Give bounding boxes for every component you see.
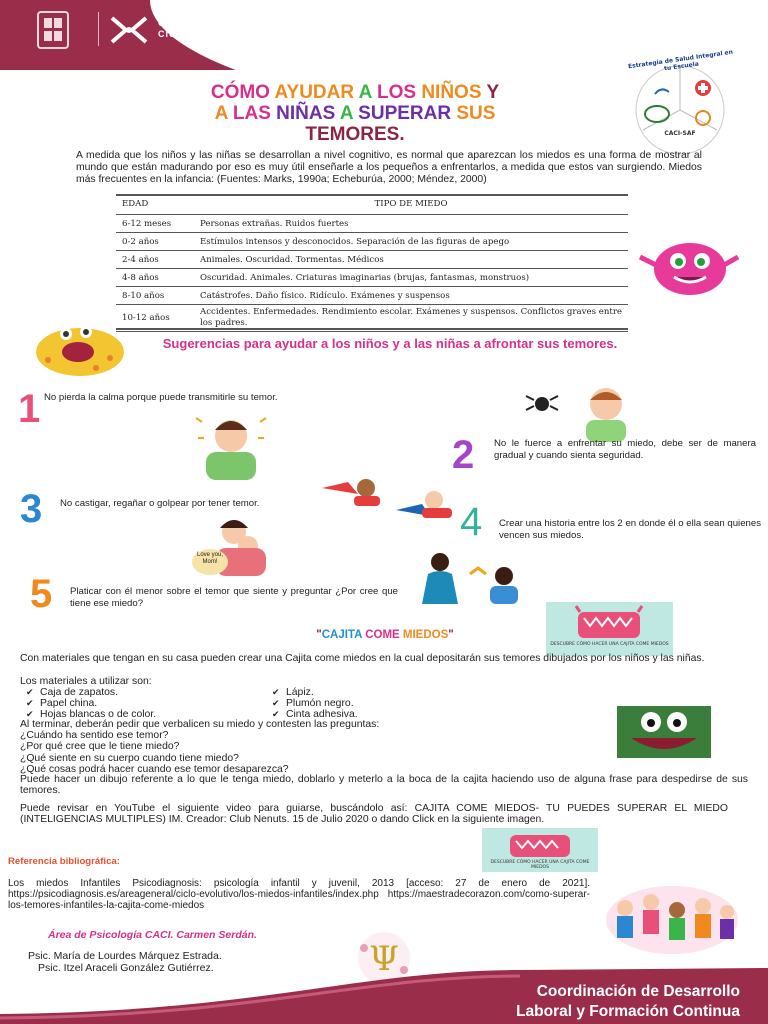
table-row bbox=[116, 251, 628, 269]
cajita-word: COME bbox=[365, 629, 400, 641]
table-cell: 10-12 años bbox=[116, 305, 194, 332]
reference-text: Los miedos Infantiles Psicodiagnosis: psicología infantil y juvenil, 2013 [acceso: 27 de enero de 2021]. https://psicodiagnosis.es/areageneral/ciclo-evolutivo/los-miedos-infantiles/index.php https://maestradecorazon.com/como-superar-los-temores-infantiles-la-cajita-come-miedos bbox=[8, 878, 590, 911]
drawing-instructions: Puede hacer un dibujo referente a lo que le tenga miedo, doblarlo y meterlo a la boca de la cajita haciendo uso de alguna frase para despedirse de sus temores. bbox=[20, 774, 748, 797]
table-cell: 8-10 años bbox=[116, 287, 194, 305]
title-word: NIÑAS bbox=[276, 103, 336, 124]
title-word: SUPERAR bbox=[358, 103, 452, 124]
tip-text-5: Platicar con él menor sobre el temor que siente y preguntar ¿Por cree que tiene ese miedo? bbox=[70, 586, 398, 609]
footer-line1: Coordinación de Desarrollo bbox=[536, 983, 740, 1000]
table-cell: 4-8 años bbox=[116, 269, 194, 287]
title-word: A bbox=[214, 103, 228, 124]
cdmx-emblem-icon bbox=[36, 10, 70, 50]
thumb-caption: DESCUBRE CÓMO HACER UNA CAJITA COME MIEDOS bbox=[550, 642, 669, 647]
pink-monster-icon bbox=[634, 235, 742, 301]
materials-list-left bbox=[26, 687, 236, 721]
title-word: NIÑOS bbox=[421, 82, 482, 103]
video-thumbnail-1[interactable] bbox=[546, 602, 673, 656]
table-header-row bbox=[116, 194, 628, 215]
suggestions-title: Sugerencias para ayudar a los niños y a las niñas a afrontar sus temores. bbox=[162, 336, 618, 351]
area-credit: Área de Psicología CACI. Carmen Serdán. bbox=[48, 929, 257, 941]
tip-text-2: No le fuerce a enfrentar su miedo, debe ser de manera gradual y cuando sienta seguridad. bbox=[494, 438, 756, 461]
title-word: A bbox=[358, 82, 372, 103]
boy-spider-icon bbox=[520, 382, 644, 442]
table-cell: Estímulos intensos y desconocidos. Separación de las figuras de apego bbox=[194, 233, 628, 251]
table-header-edad: EDAD bbox=[116, 194, 194, 215]
footer-title bbox=[516, 982, 740, 1022]
psychologist-1: Psic. María de Lourdes Márquez Estrada. bbox=[28, 950, 222, 962]
tip-text-3: No castigar, regañar o golpear por tener temor. bbox=[60, 498, 260, 509]
list-item: ✔ Plumón negro. bbox=[272, 698, 412, 709]
table-row bbox=[116, 269, 628, 287]
kids-group-icon bbox=[603, 880, 741, 956]
love-you-bubble: Love you, Mom! bbox=[192, 549, 228, 575]
instruction-line: Al terminar, deberán pedir que verbalicen su miedo y contesten las preguntas: bbox=[20, 719, 380, 730]
cajita-heading bbox=[250, 629, 520, 641]
superhero-kids-icon bbox=[316, 470, 462, 526]
table-row bbox=[116, 287, 628, 305]
list-item: ✔ Lápiz. bbox=[272, 687, 412, 698]
title-word: TEMORES. bbox=[305, 124, 405, 145]
table-cell: Accidentes. Enfermedades. Rendimiento escolar. Exámenes y suspensos. Conflictos graves entre los padres. bbox=[194, 305, 628, 332]
title-word: Y bbox=[486, 82, 500, 103]
list-item: ✔ Papel china. bbox=[26, 698, 236, 709]
footer-line2: Laboral y Formación Continua bbox=[516, 1003, 740, 1020]
table-row bbox=[116, 233, 628, 251]
gov-line1: GOBIERNO DE LA bbox=[158, 18, 251, 28]
table-cell: 2-4 años bbox=[116, 251, 194, 269]
video-thumbnail-2[interactable] bbox=[482, 828, 598, 872]
tip-number-2: 2 bbox=[452, 433, 475, 477]
quote-open: " bbox=[316, 629, 322, 641]
question-line: ¿Qué siente en su cuerpo cuando tiene miedo? bbox=[20, 752, 239, 764]
question-line: ¿Cuándo ha sentido ese temor? bbox=[20, 730, 169, 742]
reference-title: Referencia bibliográfica: bbox=[8, 856, 120, 867]
box-monster-icon bbox=[574, 604, 644, 640]
table-row bbox=[116, 305, 628, 332]
materials-list-right bbox=[272, 687, 412, 721]
table-cell: Personas extrañas. Ruidos fuertes bbox=[194, 215, 628, 233]
tip-text-1: No pierda la calma porque puede transmitirle su temor. bbox=[44, 392, 278, 403]
instructions bbox=[20, 719, 620, 775]
gov-line2: CIUDAD DE MÉXICO bbox=[158, 29, 263, 39]
materials-label: Los materiales a utilizar son: bbox=[20, 676, 152, 687]
thumb-caption: DESCUBRE CÓMO HACER UNA CAJITA COME MIEDOS bbox=[490, 860, 590, 870]
scared-boy-icon bbox=[188, 408, 274, 480]
yellow-monster-icon bbox=[26, 320, 132, 380]
title-word: A bbox=[339, 103, 353, 124]
list-item: ✔ Hojas blancas o de color. bbox=[26, 709, 236, 720]
mother-child-talk-icon bbox=[410, 550, 524, 608]
tip-number-4: 4 bbox=[460, 500, 483, 544]
title-word: SUS bbox=[456, 103, 496, 124]
page-title bbox=[100, 82, 610, 145]
fears-table bbox=[116, 194, 628, 332]
cdmx-logo-icon bbox=[108, 12, 150, 48]
psychologist-2: Psic. Itzel Araceli González Gutiérrez. bbox=[38, 962, 214, 974]
cajita-photo-icon bbox=[617, 706, 711, 758]
title-word: LAS bbox=[232, 103, 271, 124]
table-row bbox=[116, 215, 628, 233]
tip-number-1: 1 bbox=[18, 387, 41, 431]
list-item: ✔ Caja de zapatos. bbox=[26, 687, 236, 698]
question-line: ¿Qué cosas podrá hacer cuando ese temor desaparezca? bbox=[20, 763, 289, 775]
caci-label: CACI-SAF bbox=[664, 130, 696, 137]
table-cell: 6-12 meses bbox=[116, 215, 194, 233]
table-cell: 0-2 años bbox=[116, 233, 194, 251]
title-word: AYUDAR bbox=[274, 82, 355, 103]
intro-paragraph: A medida que los niños y las niñas se desarrollan a nivel cognitivo, es normal que aparezcan los miedos es una forma de mostrar al mundo que están madurando por eso es muy útil enseñarle a los pequeños a enfrentarlos, a medida que estos van surgiendo. Miedos más frecuentes en la infancia: (Fuentes: Marks, 1990a; Echeburúa, 2000; Méndez, 2000) bbox=[76, 150, 702, 185]
box-monster-icon bbox=[506, 829, 574, 859]
cajita-word: CAJITA bbox=[321, 629, 362, 641]
youtube-instructions: Puede revisar en YouTube el siguiente video para guiarse, buscándolo así: CAJITA COME MIEDOS- TU PUEDES SUPERAR EL MIEDO (INTELIGENCIAS MULTIPLES) IM. Creador: Club Nenuts. 15 de Julio 2020 o dando Click en la siguiente imagen. bbox=[20, 803, 728, 826]
title-word: LOS bbox=[376, 82, 417, 103]
header-divider bbox=[98, 12, 99, 46]
table-cell: Animales. Oscuridad. Tormentas. Médicos bbox=[194, 251, 628, 269]
cajita-word: MIEDOS bbox=[402, 629, 449, 641]
svg-text:Ψ: Ψ bbox=[369, 939, 399, 979]
table-cell: Oscuridad. Animales. Criaturas imaginarias (brujas, fantasmas, monstruos) bbox=[194, 269, 628, 287]
tip-text-4: Crear una historia entre los 2 en donde él o ella sean quienes vencen sus miedos. bbox=[499, 518, 761, 541]
table-cell: Catástrofes. Daño físico. Ridículo. Exámenes y suspensos bbox=[194, 287, 628, 305]
tip-number-3: 3 bbox=[20, 487, 43, 531]
tip-number-5: 5 bbox=[30, 572, 53, 616]
caci-arc-text: Estrategia de Salud Integral en tu Escuela bbox=[627, 48, 734, 73]
cajita-intro: Con materiales que tengan en su casa pueden crear una Cajita come miedos en la cual depositarán sus temores dibujados por los niños y las niñas. bbox=[20, 653, 705, 664]
table-header-tipo: TIPO DE MIEDO bbox=[194, 194, 628, 215]
title-word: CÓMO bbox=[210, 82, 270, 103]
quote-close: " bbox=[448, 629, 454, 641]
gov-name bbox=[158, 18, 262, 40]
question-line: ¿Por qué cree que le tiene miedo? bbox=[20, 741, 180, 753]
list-item: ✔ Cinta adhesiva. bbox=[272, 709, 412, 720]
